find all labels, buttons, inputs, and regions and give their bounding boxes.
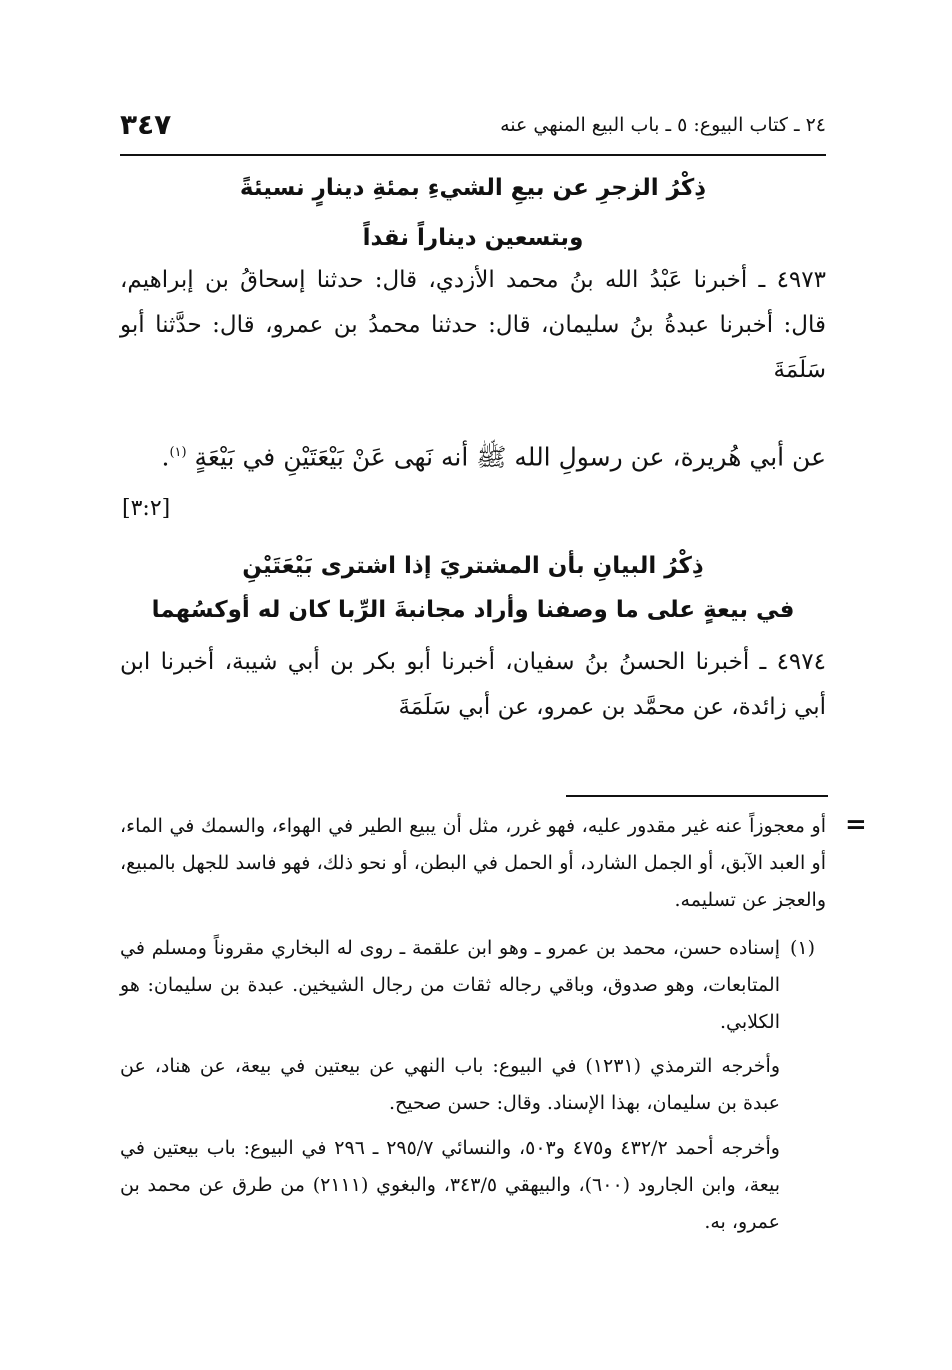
matn-text: عن أبي هُريرة، عن رسولِ الله ﷺ أنه نَهى عَنْ بَيْعَتَيْنِ في بَيْعَةٍ [194,442,826,472]
chapter-heading-1-line-2: وبتسعين ديناراً نقداً [362,225,584,251]
hadith-citation: [٣:٢] [122,496,171,521]
footnote-1-text: إسناده حسن، محمد بن عمرو ـ وهو ابن علقمة ـ روى له البخاري مقروناً ومسلم في المتابعات، وهو صدوق، وباقي رجاله ثقات من رجال الشيخين. عبدة بن سليمان: هو الكلابي. [120,937,780,1033]
chapter-heading-2-line-2: في بيعةٍ على ما وصفنا وأراد مجانبةَ الرِّبا كان له أوكسُهما [151,597,795,623]
hadith-4973-matn [120,428,826,482]
page-number: ٣٤٧ [120,108,172,141]
footnote-1-para-2: وأخرجه الترمذي (١٢٣١) في البيوع: باب النهي عن بيعتين في بيعة، عن هناد، عن عبدة بن سليمان، بهذا الإسناد. وقال: حسن صحيح. [120,1055,781,1114]
footnote-1-para-3: وأخرجه أحمد ٤٣٢/٢ و٤٧٥ و٥٠٣، والنسائي ٢٩٥/٧ ـ ٢٩٦ في البيوع: باب بيعتين في بيعة، وابن الجارود (٦٠٠)، والبيهقي ٣٤٣/٥، والبغوي (٢١١١) من طرق عن محمد بن عمرو، به. [120,1137,780,1233]
running-title: ٢٤ ـ كتاب البيوع: ٥ ـ باب البيع المنهي عنه [500,114,826,136]
hadith-4974-isnad: ٤٩٧٤ ـ أخبرنا الحسنُ بنُ سفيان، أخبرنا أبو بكر بن أبي شيبة، أخبرنا ابن أبي زائدة، عن محمَّد بن عمرو، عن أبي سَلَمَةَ [120,649,826,720]
footnote-reference: (١) [169,445,187,460]
footnote-separator [566,795,828,797]
chapter-heading-2-line-1: ذِكْرُ البيانِ بأن المشتريَ إذا اشترى بَيْعَتَيْنِ [242,553,704,579]
hadith-4973-isnad: ٤٩٧٣ ـ أخبرنا عَبْدُ الله بنُ محمد الأزدي، قال: حدثنا إسحاقُ بن إبراهيم، قال: أخبرنا عبدةُ بنُ سليمان، قال: حدثنا محمدُ بن عمرو، قال: حدَّثنا أبو سَلَمَةَ [120,267,826,383]
footnote-continued: أو معجوزاً عنه غير مقدور عليه، فهو غرر، مثل أن يبيع الطير في الهواء، والسمك في الماء، أو العبد الآبق، أو الجمل الشارد، أو الحمل في البطن، أو نحو ذلك، فهو فاسد للجهل بالمبيع، والعجز عن تسليمه. [120,815,826,911]
end-mark: . [161,442,170,472]
chapter-heading-1-line-1: ذِكْرُ الزجرِ عن بيعِ الشيءِ بمئةِ دينارٍ نسيئةً [239,175,707,201]
running-header [120,108,826,156]
continuation-mark: = [845,810,867,840]
footnote-1-label: (١) [790,937,816,959]
